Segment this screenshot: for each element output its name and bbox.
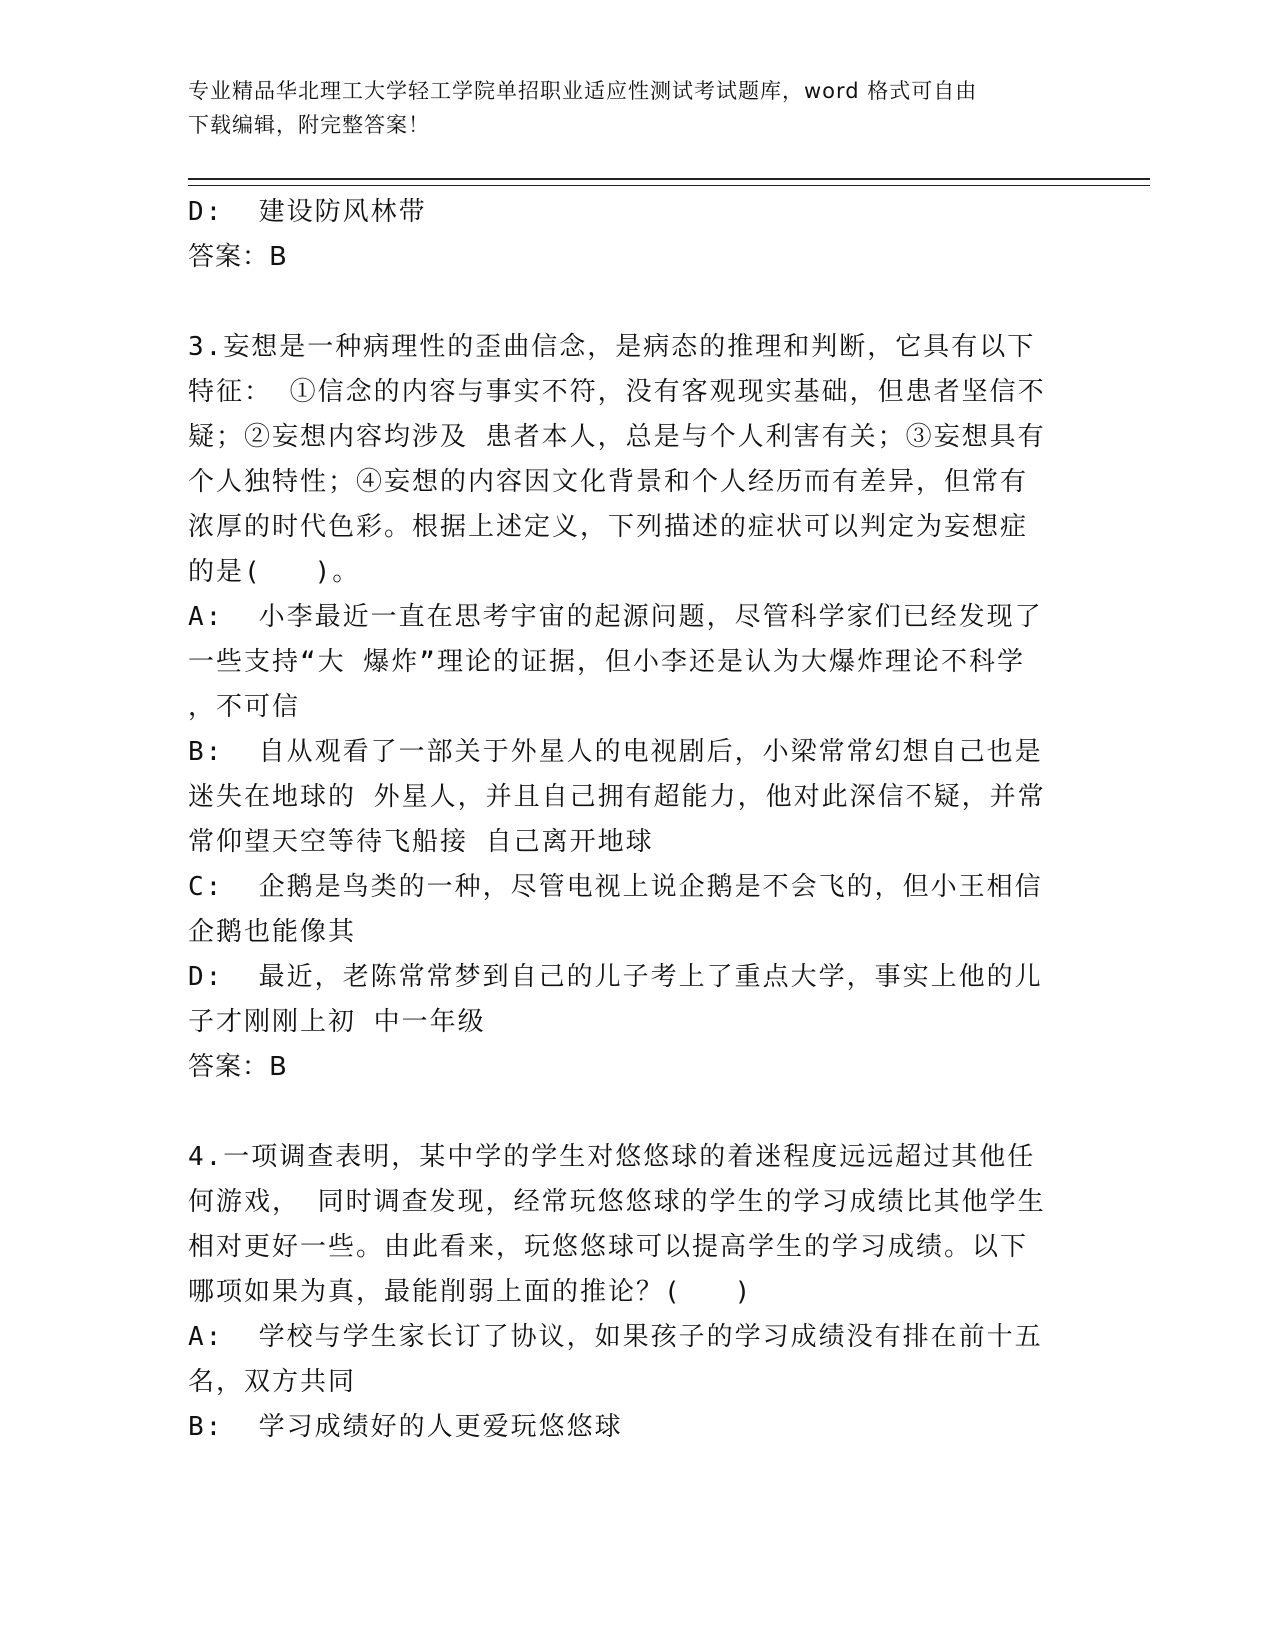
- q4-stem-line: 相对更好一些。由此看来，玩悠悠球可以提高学生的学习成绩。以下: [188, 1232, 1029, 1262]
- q2-option-d: D: 建设防风林带: [188, 197, 427, 227]
- q3-answer: 答案：B: [188, 1052, 288, 1082]
- q4-option-b-line: B: 学习成绩好的人更爱玩悠悠球: [188, 1412, 623, 1442]
- q3-stem-line: 个人独特性；④妄想的内容因文化背景和个人经历而有差异，但常有: [188, 467, 1029, 497]
- q3-stem-line: 浓厚的时代色彩。根据上述定义，下列描述的症状可以判定为妄想症: [188, 512, 1029, 542]
- document-body: [188, 190, 1088, 1450]
- q3-option-d: [188, 955, 1088, 1045]
- q3-option-b-line: B: 自从观看了一部关于外星人的电视剧后，小梁常常幻想自己也是: [188, 737, 1043, 767]
- q2-answer: 答案：B: [188, 242, 288, 272]
- q4-option-a: [188, 1315, 1088, 1405]
- q3-stem-line: 疑；②妄想内容均涉及 患者本人，总是与个人利害有关；③妄想具有: [188, 422, 1046, 452]
- q4-option-a-line: A: 学校与学生家长订了协议，如果孩子的学习成绩没有排在前十五: [188, 1322, 1043, 1352]
- spacer: [188, 1090, 1088, 1135]
- question-2: [188, 190, 1088, 280]
- q3-option-a-line: ，不可信: [188, 692, 301, 722]
- q3-stem-line: 3.妄想是一种病理性的歪曲信念，是病态的推理和判断，它具有以下: [188, 332, 1036, 362]
- q4-stem-line: 4.一项调查表明，某中学的学生对悠悠球的着迷程度远远超过其他任: [188, 1142, 1036, 1172]
- q4-option-b: [188, 1405, 1088, 1450]
- q3-option-a-line: 一些支持“大 爆炸”理论的证据，但小李还是认为大爆炸理论不科学: [188, 647, 1025, 677]
- q3-stem: [188, 325, 1088, 595]
- q4-stem-line: 哪项如果为真，最能削弱上面的推论？( ): [188, 1277, 753, 1307]
- header-line-1: 专业精品华北理工大学轻工学院单招职业适应性测试考试题库，word 格式可自由: [188, 79, 978, 103]
- header-line-2: 下载编辑，附完整答案！: [188, 113, 430, 137]
- q3-stem-line: 特征： ①信念的内容与事实不符，没有客观现实基础，但患者坚信不: [188, 377, 1046, 407]
- q3-option-d-line: D: 最近，老陈常常梦到自己的儿子考上了重点大学，事实上他的儿: [188, 962, 1043, 992]
- q3-option-c-line: C: 企鹅是鸟类的一种，尽管电视上说企鹅是不会飞的，但小王相信: [188, 872, 1043, 902]
- q4-stem-line: 何游戏， 同时调查发现，经常玩悠悠球的学生的学习成绩比其他学生: [188, 1187, 1046, 1217]
- q3-option-c: [188, 865, 1088, 955]
- header-divider: [188, 178, 1150, 186]
- q3-option-a-line: A: 小李最近一直在思考宇宙的起源问题，尽管科学家们已经发现了: [188, 602, 1043, 632]
- q4-stem: [188, 1135, 1088, 1315]
- q3-option-d-line: 子才刚刚上初 中一年级: [188, 1007, 486, 1037]
- q4-option-a-line: 名，双方共同: [188, 1367, 357, 1397]
- q3-option-a: [188, 595, 1088, 730]
- q3-option-b-line: 常仰望天空等待飞船接 自己离开地球: [188, 827, 654, 857]
- q3-stem-line: 的是( )。: [188, 557, 361, 587]
- question-4: [188, 1135, 1088, 1450]
- spacer: [188, 280, 1088, 325]
- question-3: [188, 325, 1088, 1090]
- page-header: [188, 74, 1078, 142]
- q3-option-b: [188, 730, 1088, 865]
- q3-option-c-line: 企鹅也能像其: [188, 917, 357, 947]
- q3-option-b-line: 迷失在地球的 外星人，并且自己拥有超能力，他对此深信不疑，并常: [188, 782, 1046, 812]
